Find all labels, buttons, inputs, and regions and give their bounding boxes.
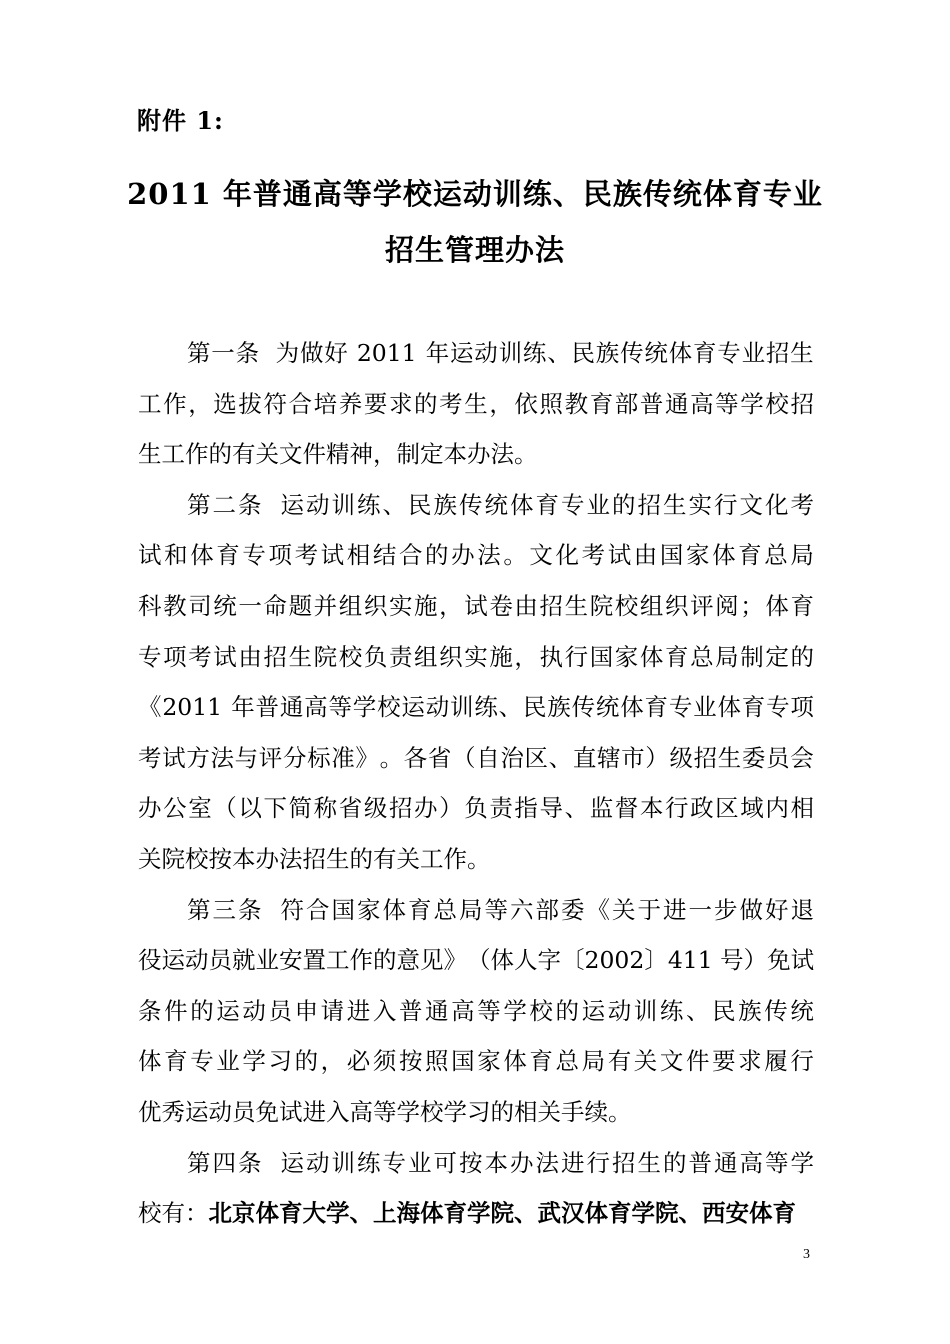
article-2-line-5: 《 2011 年 普 通 高 等 学 校 运 动 训 练 、 民 族 传 统 体 育 专 业 体 育 专 项 bbox=[138, 693, 814, 722]
article-2-line-6: 考 试 方 法 与 评 分 标 准 》 。 各 省 （ 自 治 区 、 直 辖 市 ） 级 招 生 委 员 会 bbox=[138, 743, 814, 772]
document-body bbox=[138, 328, 814, 1239]
article-1-line-3: 生工作的有关文件精神，制定本办法。 bbox=[138, 440, 538, 469]
article-3-line-2: 役 运 动 员 就 业 安 置 工 作 的 意 见 》 （ 体 人 字 〔 2002 〕 411 号 ） 免 试 bbox=[138, 946, 815, 975]
article-2-line-7: 办 公 室 （ 以 下 简 称 省 级 招 办 ） 负 责 指 导 、 监 督 本 行 政 区 域 内 相 bbox=[138, 794, 814, 823]
article-2-line-4: 专 项 考 试 由 招 生 院 校 负 责 组 织 实 施 ， 执 行 国 家 体 育 总 局 制 定 的 bbox=[138, 642, 814, 671]
article-4-institutions: 北京体育大学、上海体育学院、武汉体育学院、西安体育 bbox=[208, 1199, 796, 1228]
article-2-line-2: 试 和 体 育 专 项 考 试 相 结 合 的 办 法 。 文 化 考 试 由 国 家 体 育 总 局 bbox=[138, 541, 814, 570]
attachment-label: 附件 1: bbox=[137, 106, 224, 135]
article-1-line-1: 第 一 条 为 做 好 2011 年 运 动 训 练 、 民 族 传 统 体 育 专 业 招 生 bbox=[187, 339, 814, 367]
article-3-line-3: 条 件 的 运 动 员 申 请 进 入 普 通 高 等 学 校 的 运 动 训 练 、 民 族 传 统 bbox=[138, 996, 814, 1025]
page-number: 3 bbox=[803, 1247, 810, 1262]
article-4-line-2 bbox=[138, 1188, 814, 1239]
article-4-line-1: 第 四 条 运 动 训 练 专 业 可 按 本 办 法 进 行 招 生 的 普 通 高 等 学 bbox=[187, 1148, 814, 1177]
document-title-line-1: 2011 年普通高等学校运动训练、民族传统体育专业 bbox=[127, 177, 823, 211]
article-3-line-1: 第 三 条 符 合 国 家 体 育 总 局 等 六 部 委 《 关 于 进 一 步 做 好 退 bbox=[187, 895, 814, 924]
article-2-line-1: 第 二 条 运 动 训 练 、 民 族 传 统 体 育 专 业 的 招 生 实 行 文 化 考 bbox=[187, 490, 814, 519]
article-3-line-5: 优秀运动员免试进入高等学校学习的相关手续。 bbox=[138, 1097, 632, 1126]
article-1-line-2: 工 作 ， 选 拔 符 合 培 养 要 求 的 考 生 ， 依 照 教 育 部 普 通 高 等 学 校 招 bbox=[138, 389, 814, 418]
article-2-line-8: 关院校按本办法招生的有关工作。 bbox=[138, 844, 491, 873]
article-2-line-3: 科 教 司 统 一 命 题 并 组 织 实 施 ， 试 卷 由 招 生 院 校 组 织 评 阅 ； 体 育 bbox=[138, 591, 814, 620]
article-4-prefix: 校有： bbox=[138, 1199, 209, 1228]
article-3-line-4: 体 育 专 业 学 习 的 ， 必 须 按 照 国 家 体 育 总 局 有 关 文 件 要 求 履 行 bbox=[138, 1047, 814, 1076]
document-title-line-2: 招生管理办法 bbox=[384, 233, 565, 267]
